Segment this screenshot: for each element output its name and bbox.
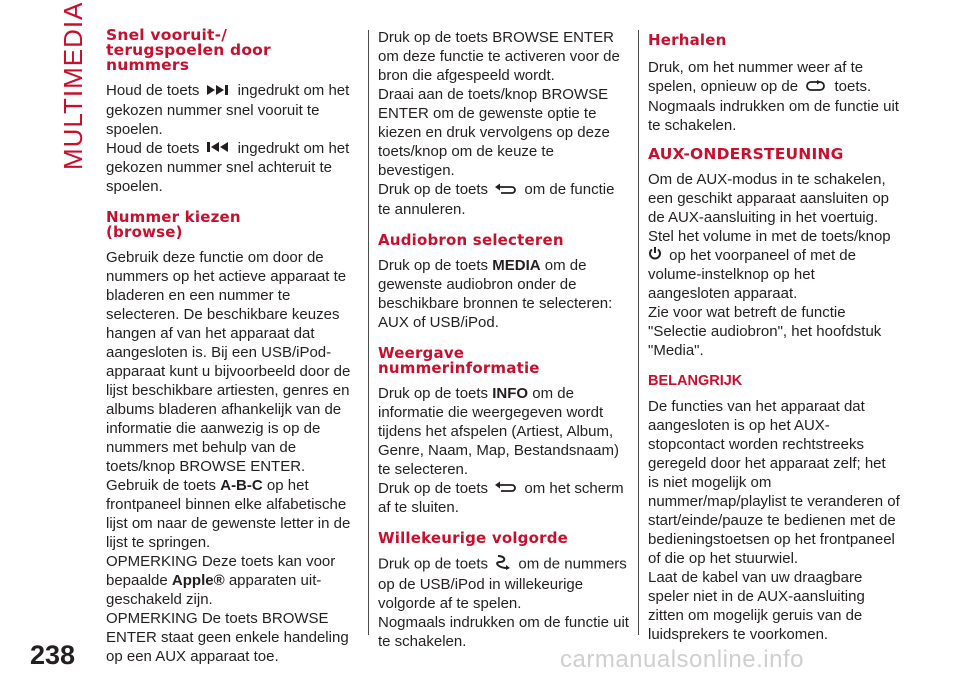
important-paragraph-2: Laat de kabel van uw draagbare speler niet in de AUX-aansluiting zitten om mogelijk geruis van de luidsprekers te voorkomen. <box>648 569 865 644</box>
browse-cancel-paragraph <box>378 180 630 219</box>
side-section-title <box>52 1 92 170</box>
browse-body <box>106 248 358 666</box>
page-number: 238 <box>30 640 76 670</box>
important-paragraph-1: De functies van het apparaat dat aangesloten is op het AUX-stopcontact worden rechtstreeks geregeld door het apparaat zelf; het is niet mogelijk om nummer/map/playlist te veranderen of start/einde/pauze te bedienen met de bedieningstoetsen op het frontpaneel of die op het stuurwiel. <box>648 398 900 568</box>
back-arrow-icon <box>495 479 517 498</box>
heading-seek <box>106 28 358 73</box>
browse-rotate-paragraph: Draai aan de toets/knop BROWSE ENTER om de gewenste optie te kiezen en druk vervolgens op deze toets/knop om de keuze te bevestigen. <box>378 86 610 179</box>
heading-audio-source: Audiobron selecteren <box>378 230 564 249</box>
heading-repeat: Herhalen <box>648 31 727 49</box>
heading-seek-line3: nummers <box>106 56 190 74</box>
seek-paragraphs <box>106 81 358 196</box>
heading-track-info <box>378 343 630 377</box>
heading-browse-line1: Nummer kiezen <box>106 208 241 227</box>
source-text-pre: Druk op de toets <box>378 256 489 274</box>
shuffle-text-pre: Druk op de toets <box>378 555 489 573</box>
info-close-text-post: om het scherm af te sluiten. <box>378 479 624 517</box>
heading-browse <box>106 210 358 240</box>
repeat-paragraph <box>648 58 900 97</box>
ff-paragraph <box>106 81 358 139</box>
info-key: INFO <box>492 384 529 402</box>
repeat-off-paragraph: Nogmaals indrukken om de functie uit te schakelen. <box>648 97 899 134</box>
aux2-text-post: op het voorpaneel of met de volume-instelknop op het aangesloten apparaat. <box>648 246 856 303</box>
aux-paragraph-2 <box>648 227 900 304</box>
rw-text-pre: Houd de toets <box>106 139 200 157</box>
cancel-text-post: om de functie te annuleren. <box>378 181 615 218</box>
heading-aux: AUX-ONDERSTEUNING <box>648 144 844 163</box>
column-divider-2 <box>638 30 639 635</box>
column-2 <box>378 28 630 651</box>
cancel-text-pre: Druk op de toets <box>378 181 489 198</box>
source-paragraph <box>378 256 630 332</box>
column-1 <box>106 28 358 666</box>
ff-text-post: ingedrukt om het <box>237 82 350 99</box>
info-text-pre: Druk op de toets <box>378 384 489 402</box>
abc-paragraph <box>106 476 358 552</box>
heading-info-line2: nummerinformatie <box>378 358 540 377</box>
fast-forward-icon <box>207 82 235 101</box>
heading-seek-line2: terugspoelen door <box>106 41 271 59</box>
note1-text-pre: OPMERKING Deze toets kan voor bepaalde <box>106 553 336 590</box>
rw-text-rest: gekozen nummer snel achteruit te spoelen. <box>106 159 332 196</box>
column-divider-1 <box>368 30 369 635</box>
browse-activate-paragraph: Druk op de toets BROWSE ENTER om deze functie te activeren voor de bron die afgespeeld wordt. <box>378 29 620 84</box>
ff-text-rest: gekozen nummer snel vooruit te spoelen. <box>106 101 320 138</box>
power-icon <box>648 246 662 265</box>
heading-shuffle: Willekeurige volgorde <box>378 529 569 548</box>
abc-text-pre: Gebruik de toets <box>106 477 217 495</box>
media-key: MEDIA <box>492 256 541 274</box>
back-arrow-icon <box>495 181 517 200</box>
repeat-text-pre: Druk, om het nummer weer af te spelen, opnieuw op de <box>648 59 864 95</box>
note1-key: Apple® <box>171 572 225 590</box>
rewind-icon <box>207 139 235 158</box>
source-text-post: om de gewenste audiobron onder de beschikbare bronnen te selecteren: AUX of USB/iPod. <box>378 256 613 331</box>
note2-paragraph: OPMERKING De toets BROWSE ENTER staat geen enkele handeling op een AUX apparaat toe. <box>106 610 349 666</box>
note1-paragraph <box>106 552 358 609</box>
heading-info-line1: Weergave <box>378 343 465 362</box>
rw-text-post: ingedrukt om het <box>237 139 350 157</box>
shuffle-paragraph <box>378 554 630 613</box>
abc-text-post: op het frontpaneel binnen elke alfabetische lijst om naar de gewenste letter in de lijst te springen. <box>106 477 351 552</box>
rw-paragraph <box>106 139 358 197</box>
heading-browse-line2: (browse) <box>106 223 183 242</box>
watermark: carmanualsonline.info <box>560 646 804 673</box>
shuffle-text-post: om de nummers op de USB/iPod in willekeurige volgorde af te spelen. <box>378 555 627 613</box>
repeat-text-post: toets. <box>834 78 872 95</box>
info-text-post: om de informatie die weergegeven wordt tijdens het afspelen (Artiest, Album, Genre, Naam, Map, Bestandsnaam) te selecteren. <box>378 384 619 478</box>
info-paragraph <box>378 384 630 479</box>
shuffle-icon <box>495 554 511 575</box>
section-title-text: MULTIMEDIA <box>58 1 88 170</box>
info-close-paragraph <box>378 479 630 518</box>
browse-paragraph: Gebruik deze functie om door de nummers op het actieve apparaat te bladeren en een nummer te selecteren. De beschikbare keuzes hangen af van het apparaat dat aangesloten is. Bij een USB/iPod-apparaat kunt u bijvoorbeeld door de lijst beschikbare artiesten, genres en albums bladeren afhankelijk van de informatie die aanwezig is op de nummers met behulp van de toets/knop BROWSE ENTER. <box>106 249 351 476</box>
column-3 <box>648 28 900 644</box>
info-close-text-pre: Druk op de toets <box>378 479 489 497</box>
aux-paragraph-3: Zie voor wat betreft de functie "Selectie audiobron", het hoofdstuk "Media". <box>648 304 882 360</box>
shuffle-off-paragraph: Nogmaals indrukken om de functie uit te schakelen. <box>378 614 629 651</box>
ff-text-pre: Houd de toets <box>106 82 200 99</box>
important-label: BELANGRIJK <box>648 373 743 390</box>
heading-seek-line1: Snel vooruit-/ <box>106 26 228 44</box>
abc-key: A-B-C <box>220 477 263 495</box>
repeat-icon <box>805 78 827 97</box>
aux2-text-pre: Stel het volume in met de toets/knop <box>648 227 891 245</box>
note1-text-post: apparaten uit- geschakeld zijn. <box>106 572 322 609</box>
aux-paragraph-1: Om de AUX-modus in te schakelen, een geschikt apparaat aansluiten op de AUX-aansluiting in het voertuig. <box>648 170 890 226</box>
